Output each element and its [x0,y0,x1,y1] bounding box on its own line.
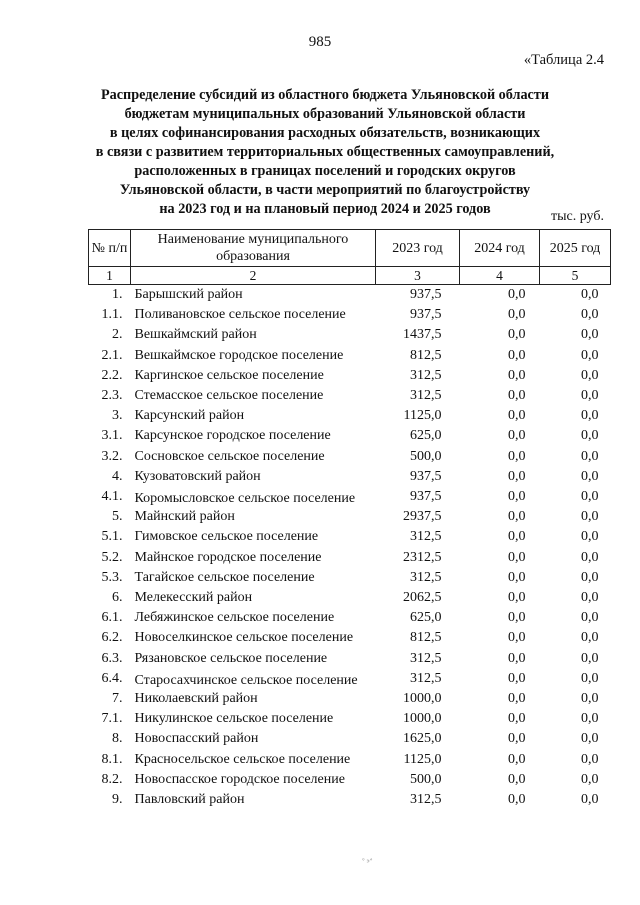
value-2023: 625,0 [410,428,442,444]
value-2024: 0,0 [508,751,526,767]
row-name: Новоспасский район [134,731,259,747]
table-body [89,285,611,811]
row-name: Барышский район [134,287,243,302]
value-2023: 312,5 [410,650,442,666]
table-row [89,507,611,527]
row-name: Лебяжинское сельское поселение [134,610,335,626]
table-row [89,588,611,608]
title-line: в целях софинансирования расходных обязательств, возникающих [109,125,541,141]
title-line: Ульяновской области, в части мероприятий по благоустройству [119,182,531,198]
row-name: Павловский район [134,792,245,808]
value-2025: 0,0 [581,529,599,545]
row-name: Красносельское сельское поселение [134,751,351,767]
row-name: Гимовское сельское поселение [134,529,319,545]
value-2025: 0,0 [581,630,599,646]
value-2023: 1625,0 [403,731,442,747]
table-row [89,447,611,467]
value-2025: 0,0 [581,489,599,505]
row-name: Рязановское сельское поселение [134,650,328,666]
value-2023: 937,5 [410,468,442,484]
table-row [89,729,611,749]
value-2025: 0,0 [581,367,599,383]
table-row [89,467,611,487]
row-name: Стемасское сельское поселение [134,388,324,404]
value-2023: 2312,5 [403,549,442,565]
value-2024: 0,0 [508,711,526,727]
row-number: 2. [112,327,123,343]
column-number: 3 [376,267,460,285]
value-2025: 0,0 [581,428,599,444]
value-2024: 0,0 [508,650,526,666]
row-number: 6.1. [101,610,123,626]
row-name: Тагайское сельское поселение [134,569,315,585]
value-2024: 0,0 [508,691,526,707]
value-2024: 0,0 [508,731,526,747]
column-number: 5 [540,267,611,285]
title-line: в связи с развитием территориальных общественных самоуправлений, [95,144,555,160]
value-2023: 312,5 [410,670,442,686]
header-2025: 2025 год [540,230,611,267]
row-name: Вешкаймское городское поселение [134,347,344,363]
value-2023: 1125,0 [403,408,442,424]
value-2023: 500,0 [410,771,442,787]
table-row [89,750,611,770]
value-2024: 0,0 [508,347,526,363]
row-name: Карсунское городское поселение [134,428,331,444]
value-2023: 937,5 [410,489,442,505]
value-2023: 937,5 [410,307,442,323]
value-2024: 0,0 [508,509,526,525]
value-2024: 0,0 [508,489,526,505]
value-2023: 312,5 [410,569,442,585]
value-2025: 0,0 [581,327,599,343]
value-2025: 0,0 [581,610,599,626]
value-2024: 0,0 [508,670,526,686]
value-2024: 0,0 [508,529,526,545]
table-row [89,325,611,345]
row-number: 2.1. [101,347,123,363]
column-number: 1 [89,267,131,285]
value-2023: 1000,0 [403,691,442,707]
value-2025: 0,0 [581,307,599,323]
row-number: 3.1. [101,428,123,444]
value-2025: 0,0 [581,711,599,727]
row-name: Сосновское сельское поселение [134,448,325,464]
value-2024: 0,0 [508,569,526,585]
value-2023: 2062,5 [403,590,442,606]
header-2023: 2023 год [376,230,460,267]
subsidy-table [88,229,611,810]
table-row [89,709,611,729]
table-row [89,487,611,507]
table-row [89,790,611,810]
row-name: Николаевский район [134,691,258,707]
value-2025: 0,0 [581,388,599,404]
value-2023: 2937,5 [403,509,442,525]
units-label: тыс. руб. [551,209,604,224]
column-number: 2 [131,267,376,285]
row-name: Каргинское сельское поселение [134,367,324,383]
value-2024: 0,0 [508,327,526,343]
header-2024: 2024 год [460,230,540,267]
row-number: 4.1. [101,489,123,505]
row-number: 6. [112,590,123,606]
value-2024: 0,0 [508,428,526,444]
row-number: 5.3. [101,569,123,585]
row-number: 1.1. [101,307,123,323]
value-2024: 0,0 [508,367,526,383]
row-name: Карсунский район [134,408,245,424]
row-name: Новоселкинское сельское поселение [134,630,354,646]
table-row [89,669,611,689]
title-line: Распределение субсидий из областного бюджета Ульяновской области [101,87,549,103]
table-row [89,406,611,426]
value-2025: 0,0 [581,792,599,808]
page-number: 985 [308,34,332,50]
value-2025: 0,0 [581,691,599,707]
value-2023: 1125,0 [403,751,442,767]
value-2024: 0,0 [508,792,526,808]
row-number: 4. [112,468,123,484]
table-row [89,527,611,547]
row-number: 7. [112,691,123,707]
row-name: Кузоватовский район [134,468,261,484]
table-row [89,305,611,325]
row-name: Новоспасское городское поселение [134,771,345,787]
value-2023: 312,5 [410,529,442,545]
value-2023: 812,5 [410,347,442,363]
value-2023: 1437,5 [403,327,442,343]
value-2025: 0,0 [581,287,599,302]
value-2025: 0,0 [581,569,599,585]
row-number: 8.1. [101,751,123,767]
margin-mark: ﾟ꜄ﾞ [362,858,375,868]
row-number: 7.1. [101,711,123,727]
table-row [89,568,611,588]
row-number: 3. [112,408,123,424]
row-number: 6.3. [101,650,123,666]
row-name: Коромысловское сельское поселение [134,490,356,506]
value-2024: 0,0 [508,630,526,646]
value-2024: 0,0 [508,590,526,606]
column-number-row [89,267,611,285]
value-2024: 0,0 [508,408,526,424]
value-2024: 0,0 [508,610,526,626]
value-2025: 0,0 [581,448,599,464]
row-number: 9. [112,792,123,808]
value-2025: 0,0 [581,408,599,424]
table-row [89,649,611,669]
value-2024: 0,0 [508,287,526,302]
value-2023: 937,5 [410,287,442,302]
table-reference: «Таблица 2.4 [523,52,604,68]
row-name: Никулинское сельское поселение [134,711,334,727]
value-2024: 0,0 [508,448,526,464]
table-row [89,608,611,628]
table-row [89,346,611,366]
table-header-row [89,230,611,267]
row-number: 6.4. [101,670,123,686]
value-2024: 0,0 [508,307,526,323]
value-2025: 0,0 [581,751,599,767]
row-name: Майнский район [134,509,235,525]
header-num: № п/п [89,230,131,267]
row-number: 8.2. [101,771,123,787]
table-row [89,285,611,306]
title-line: расположенных в границах поселений и городских округов [134,163,516,179]
value-2024: 0,0 [508,388,526,404]
value-2023: 312,5 [410,367,442,383]
value-2023: 312,5 [410,792,442,808]
row-number: 8. [112,731,123,747]
header-name: Наименование муниципального образования [131,230,376,267]
value-2023: 625,0 [410,610,442,626]
value-2025: 0,0 [581,590,599,606]
row-number: 5.1. [101,529,123,545]
value-2025: 0,0 [581,509,599,525]
table-row [89,548,611,568]
value-2025: 0,0 [581,468,599,484]
value-2023: 312,5 [410,388,442,404]
table-row [89,628,611,648]
row-name: Мелекесский район [134,590,253,606]
row-name: Вешкаймский район [134,327,257,343]
row-number: 5. [112,509,123,525]
document-title [60,86,590,219]
value-2025: 0,0 [581,731,599,747]
table-row [89,426,611,446]
table-row [89,366,611,386]
value-2024: 0,0 [508,549,526,565]
row-number: 2.2. [101,367,123,383]
value-2023: 500,0 [410,448,442,464]
value-2025: 0,0 [581,670,599,686]
value-2025: 0,0 [581,650,599,666]
row-name: Старосахчинское сельское поселение [134,672,358,688]
title-line: бюджетам муниципальных образований Ульяновской области [124,106,526,122]
table-row [89,770,611,790]
row-number: 5.2. [101,549,123,565]
value-2025: 0,0 [581,347,599,363]
value-2024: 0,0 [508,468,526,484]
value-2025: 0,0 [581,771,599,787]
value-2023: 1000,0 [403,711,442,727]
row-number: 2.3. [101,388,123,404]
value-2025: 0,0 [581,549,599,565]
value-2023: 812,5 [410,630,442,646]
value-2024: 0,0 [508,771,526,787]
row-name: Майнское городское поселение [134,549,322,565]
table-row [89,689,611,709]
row-number: 3.2. [101,448,123,464]
row-name: Поливановское сельское поселение [134,307,346,323]
title-line: на 2023 год и на плановый период 2024 и 2025 годов [159,201,491,217]
table-row [89,386,611,406]
row-number: 6.2. [101,630,123,646]
row-number: 1. [112,287,123,302]
column-number: 4 [460,267,540,285]
